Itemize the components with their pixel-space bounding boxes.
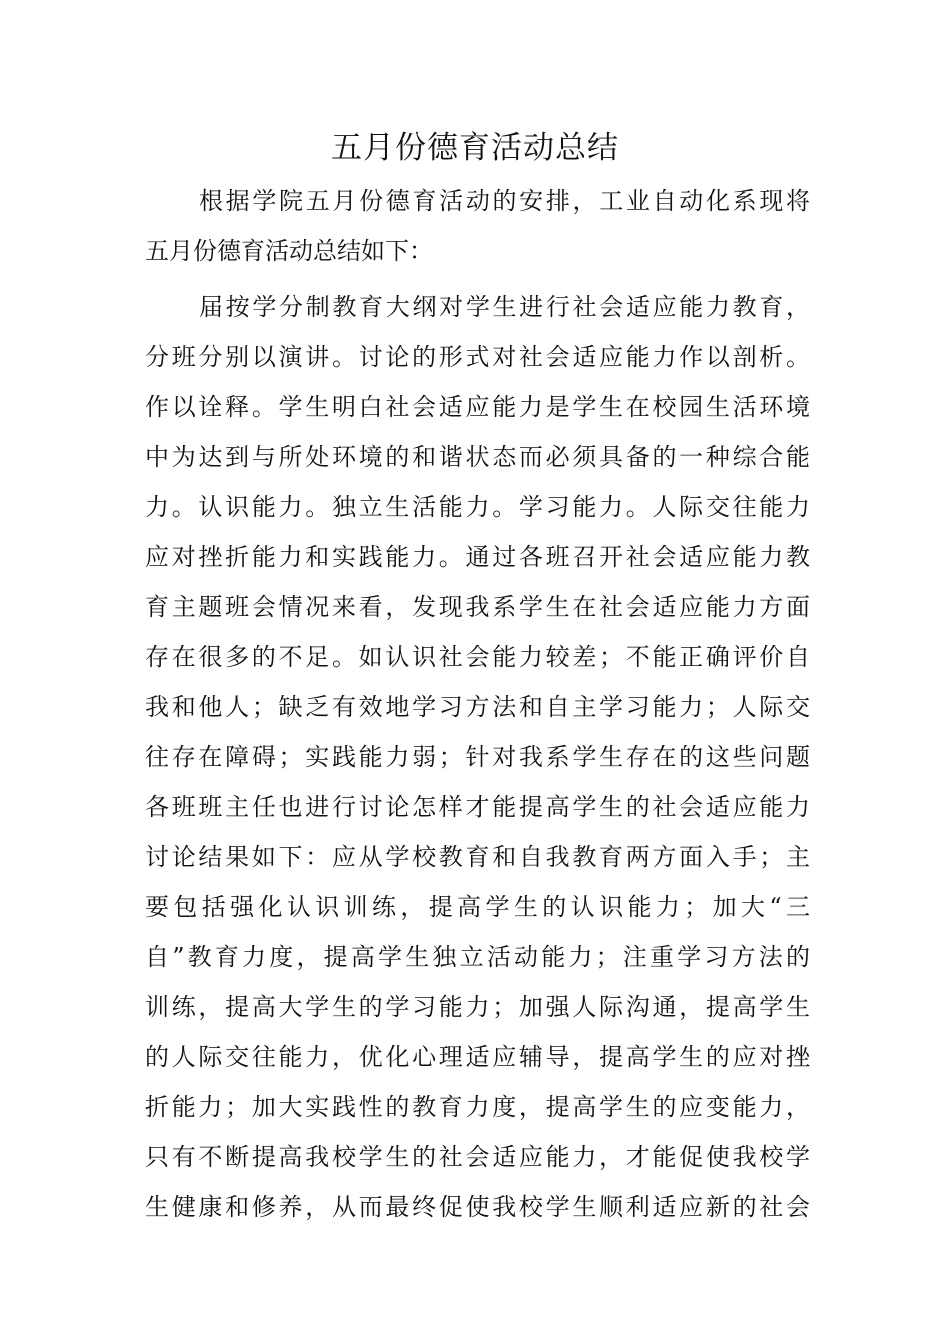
paragraph-main xyxy=(145,282,810,1232)
text-line: 五月份德育活动总结如下： xyxy=(145,237,433,265)
text-line: 力。认识能力。独立生活能力。学习能力。人际交往能力 xyxy=(145,493,810,521)
text-line: 自”教育力度，提高学生独立活动能力；注重学习方法的 xyxy=(145,943,810,971)
text-line: 只有不断提高我校学生的社会适应能力，才能促使我校学 xyxy=(145,1143,810,1171)
text-line: 育主题班会情况来看，发现我系学生在社会适应能力方面 xyxy=(145,593,810,621)
text-line: 应对挫折能力和实践能力。通过各班召开社会适应能力教 xyxy=(145,543,810,571)
text-line: 各班班主任也进行讨论怎样才能提高学生的社会适应能力 xyxy=(145,793,810,821)
text-line: 要包括强化认识训练，提高学生的认识能力；加大“三 xyxy=(145,893,810,921)
text-line: 训练，提高大学生的学习能力；加强人际沟通，提高学生 xyxy=(145,993,810,1021)
text-line: 作以诠释。学生明白社会适应能力是学生在校园生活环境 xyxy=(145,393,810,421)
text-line: 折能力；加大实践性的教育力度，提高学生的应变能力， xyxy=(145,1093,810,1121)
text-line: 根据学院五月份德育活动的安排，工业自动化系现将 xyxy=(199,187,810,215)
text-line: 届按学分制教育大纲对学生进行社会适应能力教育， xyxy=(199,293,810,321)
text-line: 往存在障碍；实践能力弱；针对我系学生存在的这些问题 xyxy=(145,743,810,771)
paragraph-intro xyxy=(145,176,810,276)
text-line: 中为达到与所处环境的和谐状态而必须具备的一种综合能 xyxy=(145,443,810,471)
text-line: 的人际交往能力，优化心理适应辅导，提高学生的应对挫 xyxy=(145,1043,810,1071)
text-line: 生健康和修养，从而最终促使我校学生顺利适应新的社会 xyxy=(145,1193,810,1221)
text-line: 分班分别以演讲。讨论的形式对社会适应能力作以剖析。 xyxy=(145,343,810,371)
text-line: 我和他人；缺乏有效地学习方法和自主学习能力；人际交 xyxy=(145,693,810,721)
document-title: 五月份德育活动总结 xyxy=(331,130,619,166)
text-line: 讨论结果如下：应从学校教育和自我教育两方面入手；主 xyxy=(145,843,810,871)
text-line: 存在很多的不足。如认识社会能力较差；不能正确评价自 xyxy=(145,643,810,671)
